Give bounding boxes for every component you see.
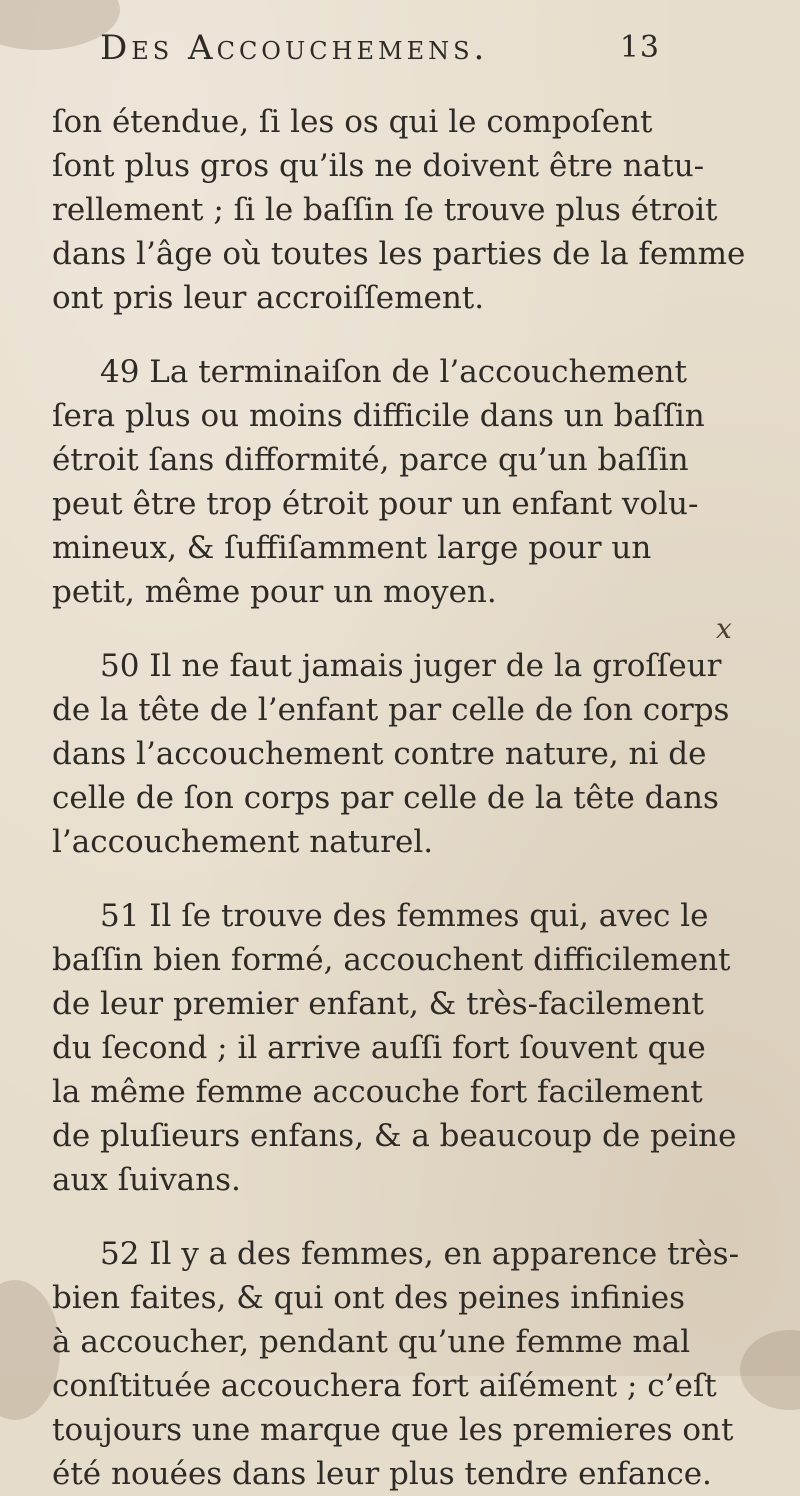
paragraph-51-start: 51 Il ſe trouve des femmes qui, avec le — [100, 898, 709, 934]
text-line: bien faites, & qui ont des peines infinies — [52, 1280, 686, 1316]
page-number: 13 — [619, 30, 660, 65]
text-line: peut être trop étroit pour un enfant volu- — [52, 486, 699, 522]
text-line: de la tête de l’enfant par celle de ſon corps — [52, 692, 730, 728]
text-line: baſſin bien formé, accouchent difficilement — [52, 942, 731, 978]
text-line: ſon étendue, ſi les os qui le compoſent — [52, 104, 653, 140]
text-line: aux ſuivans. — [52, 1162, 241, 1198]
text-line: rellement ; ſi le baſſin ſe trouve plus étroit — [52, 192, 718, 228]
paragraph-49-start: 49 La terminaiſon de l’accouchement — [100, 354, 687, 390]
paper-stain — [0, 1280, 60, 1420]
text-line: étroit ſans difformité, parce qu’un baſſin — [52, 442, 689, 478]
text-line: mineux, & ſuffiſamment large pour un — [52, 530, 652, 566]
text-line: ſera plus ou moins difficile dans un baſſin — [52, 398, 705, 434]
margin-annotation: x — [716, 612, 732, 645]
text-line: de pluſieurs enfans, & a beaucoup de peine — [52, 1118, 737, 1154]
text-line: dans l’accouchement contre nature, ni de — [52, 736, 707, 772]
text-line: celle de ſon corps par celle de la tête dans — [52, 780, 719, 816]
text-line: à accoucher, pendant qu’une femme mal — [52, 1324, 691, 1360]
text-line: ont pris leur accroiſſement. — [52, 280, 485, 316]
text-line: l’accouchement naturel. — [52, 824, 434, 860]
text-line: toujours une marque que les premieres ont — [52, 1412, 734, 1448]
text-line: du ſecond ; il arrive auſſi fort ſouvent que — [52, 1030, 706, 1066]
running-header — [100, 28, 660, 78]
running-title: Des Accouchemens. — [100, 28, 489, 68]
text-line: de leur premier enfant, & très-facilement — [52, 986, 704, 1022]
text-line: été nouées dans leur plus tendre enfance. — [52, 1456, 712, 1492]
text-line: dans l’âge où toutes les parties de la femme — [52, 236, 746, 272]
paper-stain — [740, 1330, 800, 1410]
text-line: la même femme accouche fort facilement — [52, 1074, 703, 1110]
body-text — [52, 100, 746, 1496]
text-line: conſtituée accouchera fort aiſément ; c’eſt — [52, 1368, 717, 1404]
text-line: ſont plus gros qu’ils ne doivent être natu- — [52, 148, 705, 184]
paragraph-52-start: 52 Il y a des femmes, en apparence très- — [100, 1236, 740, 1272]
paragraph-50-start: 50 Il ne faut jamais juger de la groſſeur — [100, 648, 722, 684]
text-line: petit, même pour un moyen. — [52, 574, 497, 610]
